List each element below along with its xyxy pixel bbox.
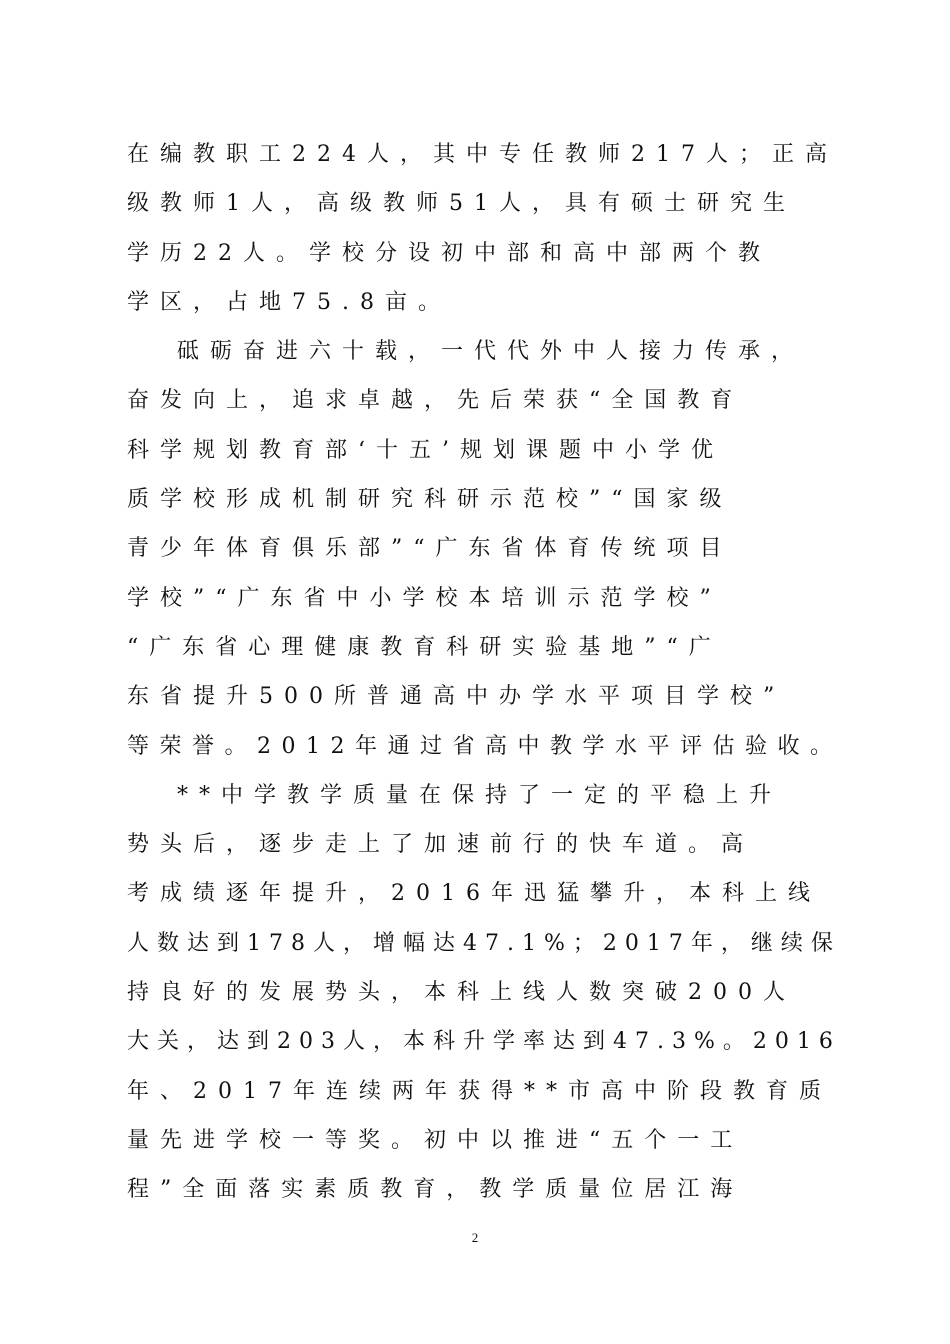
text-line: 考成绩逐年提升，2016年迅猛攀升，本科上线 (127, 881, 821, 907)
text-line: 学历22人。学校分设初中部和高中部两个教 (127, 240, 771, 266)
text-line: 科学规划教育部‘十五’规划课题中小学优 (127, 437, 724, 463)
text-line: 程”全面落实素质教育，教学质量位居江海 (127, 1177, 744, 1203)
text-line: 人数达到178人，增幅达47.1%；2017年，继续保 (127, 930, 841, 956)
text-line: 学校”“广东省中小学校本培训示范学校” (127, 585, 722, 611)
text-line: 东省提升500所普通高中办学水平项目学校” (127, 684, 786, 710)
text-line: 势头后，逐步走上了加速前行的快车道。高 (127, 832, 755, 858)
body-text (127, 132, 847, 1217)
text-line: 持良好的发展势头，本科上线人数突破200人 (127, 980, 796, 1006)
text-line: **中学教学质量在保持了一定的平稳上升 (177, 782, 783, 808)
text-line: “广东省心理健康教育科研实验基地”“广 (127, 634, 722, 660)
text-line: 质学校形成机制研究科研示范校”“国家级 (127, 487, 733, 513)
text-line: 学区，占地75.8亩。 (127, 289, 451, 315)
text-line: 砥砺奋进六十载，一代代外中人接力传承， (177, 339, 805, 365)
text-line: 等荣誉。2012年通过省高中教学水平评估验收。 (127, 733, 843, 759)
page-number: 2 (471, 1230, 479, 1245)
text-line: 年、2017年连续两年获得**市高中阶段教育质 (127, 1078, 832, 1104)
text-line: 奋发向上，追求卓越，先后荣获“全国教育 (127, 388, 744, 414)
text-line: 大关，达到203人，本科升学率达到47.3%。2016 (127, 1029, 841, 1055)
text-line: 量先进学校一等奖。初中以推进“五个一工 (127, 1127, 744, 1153)
text-line: 青少年体育俱乐部”“广东省体育传统项目 (127, 536, 733, 562)
text-line: 在编教职工224人，其中专任教师217人；正高 (127, 142, 838, 167)
text-line: 级教师1人，高级教师51人，具有硕士研究生 (127, 191, 796, 217)
